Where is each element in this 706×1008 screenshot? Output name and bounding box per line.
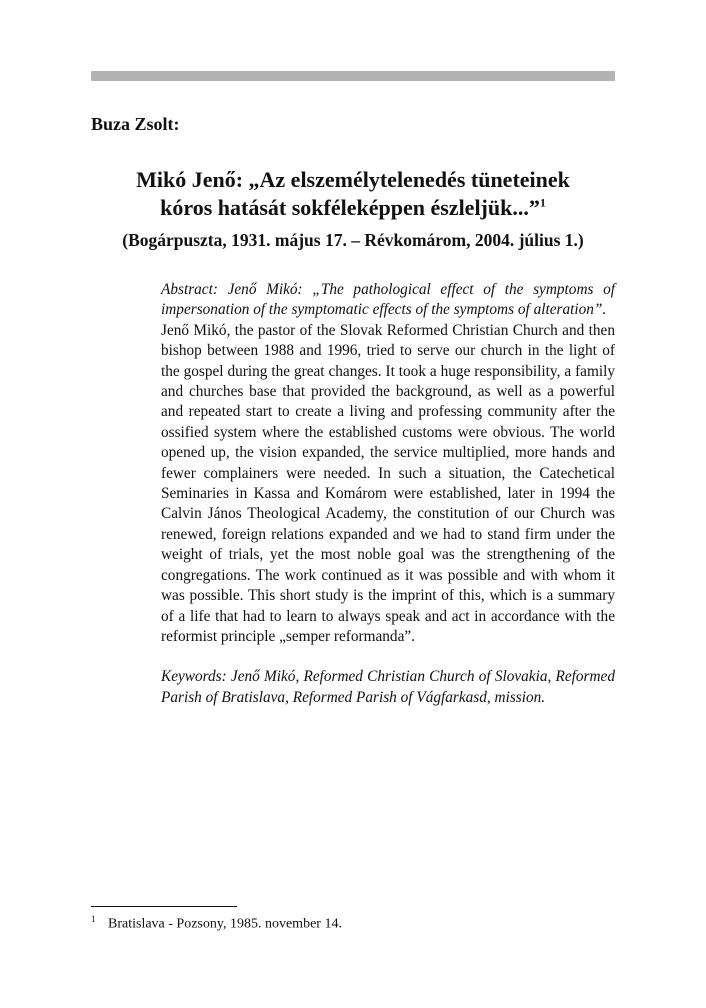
author-name: Buza Zsolt:: [91, 114, 180, 134]
footnote-text: Bratislava - Pozsony, 1985. november 14.: [108, 916, 342, 932]
footnote: [91, 914, 342, 933]
abstract-section: [161, 280, 615, 708]
header-rule: [91, 71, 615, 81]
keywords: Keywords: Jenő Mikó, Reformed Christian Church of Slovakia, Reformed Parish of Bratislava, Reformed Parish of Vágfarkasd, mission.: [161, 668, 615, 706]
title-line-2: [91, 194, 615, 222]
abstract-body: Jenő Mikó, the pastor of the Slovak Reformed Christian Church and then bishop between 1988 and 1996, tried to serve our church in the light of the gospel during the great changes. It took a huge responsibility, a family and churches base that provided the background, as well as a powerful and repeated start to create a living and professing community after the ossified system where the established customs were obvious. The world opened up, the vision expanded, the service multiplied, more hands and fewer complainers were needed. In such a situation, the Catechetical Seminaries in Kassa and Komárom were established, later in 1994 the Calvin János Theological Academy, the constitution of our Church was renewed, foreign relations expanded and we had to stand firm under the weight of trials, yet the most noble goal was the strengthening of the congregations. The work continued as it was possible and with whom it was possible. This short study is the imprint of this, which is a summary of a life that had to learn to always speak and act in accordance with the reformist principle „semper reformanda”.: [161, 321, 615, 645]
footnote-rule: [91, 906, 237, 907]
footnote-number: 1: [91, 914, 96, 924]
title-footnote-ref[interactable]: 1: [539, 195, 546, 210]
abstract-label: Abstract: Jenő Mikó: „The pathological effect of the symptoms of impersonation of the symptomatic effects of the symptoms of alteration”.: [161, 281, 615, 319]
article-subtitle: (Bogárpuszta, 1931. május 17. – Révkomárom, 2004. július 1.): [122, 230, 584, 250]
title-line-2-text: kóros hatását sokféleképpen észleljük...”: [160, 195, 540, 220]
title-line-1: Mikó Jenő: „Az elszemélytelenedés tüneteinek: [136, 167, 570, 192]
article-title: [91, 166, 615, 222]
